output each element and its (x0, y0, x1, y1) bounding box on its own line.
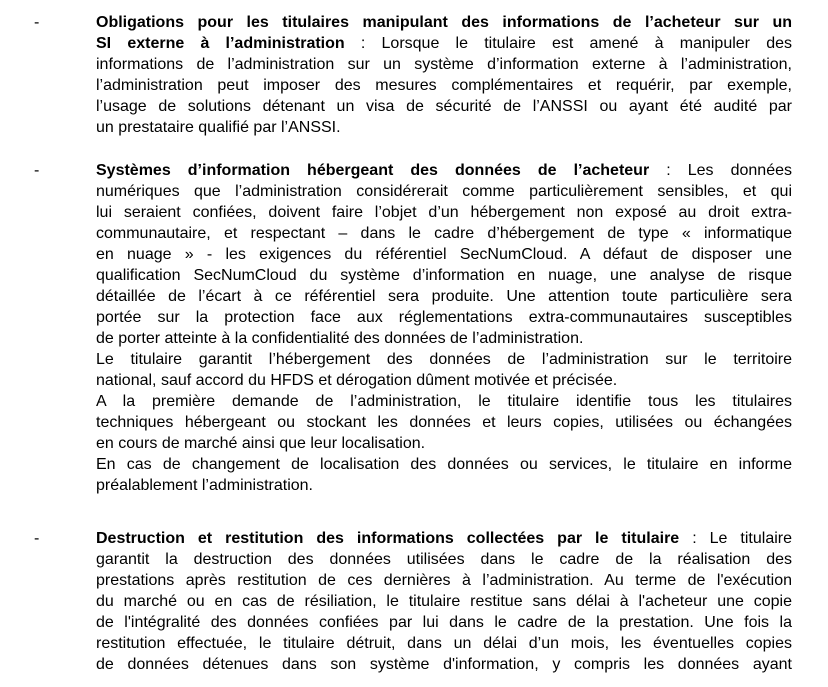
paragraph-line: l’usage de solutions détenant un visa de sécurité de l’ANSSI ou ayant été audité par (96, 98, 792, 115)
paragraph-line: du marché ou en cas de résiliation, le titulaire restitue sans délai à l'acheteur une copie (96, 593, 792, 610)
bullet-dash: - (34, 530, 40, 547)
paragraph-line: techniques hébergeant ou stockant les données et leurs copies, utilisées ou échangées (96, 414, 792, 431)
paragraph-line: détaillée de l’écart à ce référentiel sera produite. Une attention toute particulière sera (96, 288, 792, 305)
paragraph-line: de données détenues dans son système d'information, y compris les données ayant (96, 656, 792, 673)
section-heading: Systèmes d’information hébergeant des données de l’acheteur (96, 162, 650, 179)
paragraph-line: restitution effectuée, le titulaire détruit, dans un délai d’un mois, les éventuelles copies (96, 635, 792, 652)
paragraph-line: informations de l’administration sur un système d’information externe à l’administration, (96, 56, 792, 73)
paragraph-line: En cas de changement de localisation des données ou services, le titulaire en informe (96, 456, 792, 473)
paragraph-line: l’administration peut imposer des mesures complémentaires et requérir, par exemple, (96, 77, 792, 94)
paragraph-line: Systèmes d’information hébergeant des données de l’acheteur : Les données (96, 162, 792, 179)
bullet-dash: - (34, 14, 40, 31)
paragraph-line: préalablement l’administration. (96, 477, 313, 494)
paragraph-line: qualification SecNumCloud du système d’information en nuage, une analyse de risque (96, 267, 792, 284)
paragraph-line: lui seraient confiées, doivent faire l’objet d’un hébergement non exposé au droit extra- (96, 204, 792, 221)
paragraph-line: Destruction et restitution des informations collectées par le titulaire : Le titulaire (96, 530, 793, 547)
paragraph-line: garantit la destruction des données utilisées dans le cadre de la réalisation des (96, 551, 792, 568)
paragraph-line (96, 12, 792, 33)
paragraph-line: prestations après restitution de ces dernières à l’administration. Au terme de l'exécution (96, 572, 792, 589)
paragraph-line: A la première demande de l’administration, le titulaire identifie tous les titulaires (96, 393, 792, 410)
paragraph-line: portée sur la protection face aux réglementations extra-communautaires susceptibles (96, 309, 792, 326)
paragraph-line: de porter atteinte à la confidentialité des données de l’administration. (96, 330, 584, 347)
paragraph-line: en cours de marché ainsi que leur localisation. (96, 435, 426, 452)
paragraph-line: Le titulaire garantit l’hébergement des données de l’administration sur le territoire (96, 351, 792, 368)
section-heading: Obligations pour les titulaires manipulant des informations de l’acheteur sur un (96, 14, 792, 31)
paragraph-line: numériques que l’administration considérerait comme particulièrement sensibles, et qui (96, 183, 792, 200)
section-heading: SI externe à l’administration (96, 35, 345, 52)
section-heading: Destruction et restitution des informations collectées par le titulaire (96, 530, 680, 547)
paragraph-line: SI externe à l’administration : Lorsque le titulaire est amené à manipuler des (96, 35, 792, 52)
paragraph-line: en nuage » - les exigences du référentiel SecNumCloud. A défaut de disposer une (96, 246, 792, 263)
paragraph-line: de l'intégralité des données confiées par lui dans le cadre de la prestation. Une fois la (96, 614, 792, 631)
paragraph-line: communautaire, et respectant – dans le cadre d’hébergement de type « informatique (96, 225, 792, 242)
paragraph-line: un prestataire qualifié par l’ANSSI. (96, 119, 341, 136)
paragraph-line: national, sauf accord du HFDS et dérogation dûment motivée et précisée. (96, 372, 618, 389)
bullet-dash: - (34, 162, 40, 179)
